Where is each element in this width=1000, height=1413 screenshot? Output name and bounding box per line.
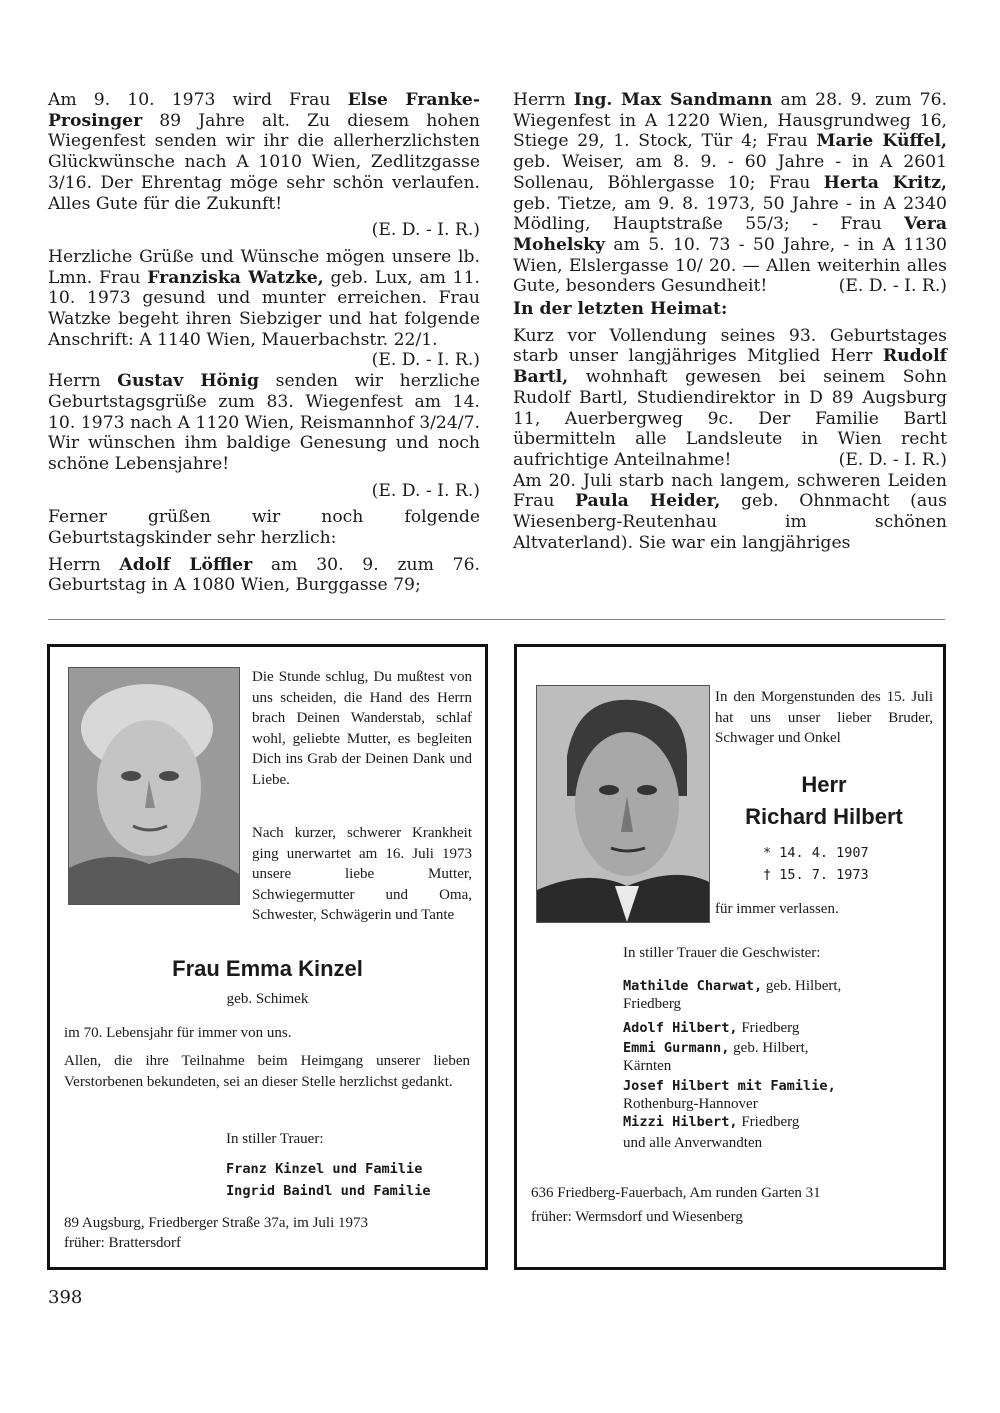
greetings-intro: Ferner grüßen wir noch folgende Geburtstagskinder sehr herzlich: (48, 507, 480, 549)
mourner-family: Ingrid Baindl und Familie (226, 1183, 431, 1199)
person-name: Marie Küffel, (816, 131, 947, 152)
mourner-family: Franz Kinzel und Familie (226, 1161, 423, 1177)
signature: (E. D. - I. R.) (838, 276, 947, 297)
sibling-entry: Mathilde Charwat, geb. Hilbert, Friedberg (623, 978, 842, 1012)
memorial-verse: Die Stunde schlug, Du mußtest von uns scheiden, die Hand des Herrn brach Deinen Wanderstab, schlaf wohl, geliebte Mutter, es begleiten Dich ins Grab der Deinen Dank und Liebe. (252, 669, 472, 788)
portrait-photo-woman (68, 667, 240, 905)
maiden-name: geb. Schimek (226, 991, 309, 1007)
portrait-photo-man (536, 685, 710, 923)
mourning-line: In stiller Trauer die Geschwister: (623, 945, 821, 961)
age-line: im 70. Lebensjahr für immer von uns. (64, 1025, 292, 1041)
former-home: früher: Brattersdorf (64, 1235, 182, 1251)
obituary-note-heider: Am 20. Juli starb nach langem, schweren Leiden Frau Paula Heider, geb. Ohnmacht (aus Wiesenberg-Reutenhau im schönen Altvaterland). Sie war ein langjähriges (513, 470, 947, 553)
right-column (513, 90, 947, 559)
signature: (E. D. - I. R.) (371, 220, 480, 241)
obituary-note-bartl: Kurz vor Vollendung seines 93. Geburtstages starb unser langjähriges Mitglied Herr Rudolf Bartl, wohnhaft gewesen bei seinem Sohn Rudolf Bartl, Studiendirektor in D 89 Augsburg 11, Auerbergweg 9c. Der Familie Bartl übermitteln alle Landsleute in Wien recht aufrichtige Anteilnahme! (E. D. - I. R.) (513, 325, 947, 470)
birthday-note-list: Herrn Ing. Max Sandmann am 28. 9. zum 76. Wiegenfest in A 1220 Wien, Hausgrundweg 16, Stiege 29, 1. Stock, Tür 4; Frau Marie Küffel, geb. Weiser, am 8. 9. - 60 Jahre - in A 2601 Sollenau, Böhlergasse 10; Frau Herta Kritz, geb. Tietze, am 9. 8. 1973, 50 Jahre - in A 2340 Mödling, Hauptstraße 55/3; - Frau Vera Mohelsky am 5. 10. 73 - 50 Jahre, - in A 1130 Wien, Elslergasse 10/ 20. — Allen weiterhin alles Gute, besonders Gesundheit! (E. D. - I. R.) (513, 90, 947, 297)
person-name: Rudolf Bartl, (513, 346, 947, 388)
sibling-entry: Adolf Hilbert, Friedberg (623, 1020, 800, 1036)
left-column (48, 90, 480, 602)
section-heading: In der letzten Heimat: (513, 299, 728, 320)
page-number: 398 (48, 1287, 83, 1308)
obituary-notice-kinzel (47, 644, 488, 1270)
person-name: Else Franke-Prosinger (48, 90, 480, 131)
address-line: 89 Augsburg, Friedberger Straße 37a, im Juli 1973 (64, 1215, 368, 1231)
deceased-name: Richard Hilbert (745, 804, 903, 829)
person-name: Herta Kritz, (823, 172, 947, 193)
birthday-note-hoenig: Herrn Gustav Hönig senden wir herzliche Geburtstagsgrüße zum 83. Wiegenfest am 14. 10. 1973 nach A 1120 Wien, Reismannhof 3/24/7. Wir wünschen ihm baldige Genesung und noch schöne Lebensjahre! (48, 371, 480, 474)
person-name: Paula Heider, (575, 491, 721, 512)
deceased-name: Frau Emma Kinzel (172, 956, 363, 981)
thanks-text: Allen, die ihre Teilnahme beim Heimgang unserer lieben Verstorbenen bekundeten, sei an dieser Stelle herzlichst gedankt. (64, 1053, 470, 1090)
sibling-entry: Mizzi Hilbert, Friedberg (623, 1114, 800, 1130)
relatives-line: und alle Anverwandten (623, 1135, 763, 1151)
left-line: für immer verlassen. (715, 901, 839, 917)
person-name: Adolf Löffler (119, 554, 253, 575)
sibling-entry: Emmi Gurmann, geb. Hilbert, Kärnten (623, 1040, 809, 1074)
title-herr: Herr (801, 772, 847, 797)
person-name: Gustav Hönig (117, 371, 260, 392)
person-name: Ing. Max Sandmann (573, 90, 773, 110)
person-name: Vera Mohelsky (513, 214, 947, 255)
birthday-note-loeffler: Herrn Adolf Löffler am 30. 9. zum 76. Geburtstag in A 1080 Wien, Burggasse 79; (48, 554, 480, 596)
signature: (E. D. - I. R.) (838, 449, 947, 470)
birthday-note-franke: Am 9. 10. 1973 wird Frau Else Franke-Prosinger 89 Jahre alt. Zu diesem hohen Wiegenfest senden wir ihr die allerherzlichsten Glückwünsche nach A 1010 Wien, Zedlitzgasse 3/16. Der Ehrentag möge sehr schön verlaufen. Alles Gute für die Zukunft! (48, 90, 480, 214)
death-announcement: Nach kurzer, schwerer Krankheit ging unerwartet am 16. Juli 1973 unsere liebe Mutter, Schwiegermutter und Oma, Schwester, Schwägerin und Tante (252, 825, 472, 923)
intro-text: In den Morgenstunden des 15. Juli hat uns unser lieber Bruder, Schwager und Onkel (715, 689, 933, 746)
section-divider (48, 619, 945, 620)
mourning-line: In stiller Trauer: (226, 1131, 324, 1147)
signature: (E. D. - I. R.) (371, 350, 480, 371)
death-date: † 15. 7. 1973 (763, 867, 869, 883)
obituary-notice-hilbert (514, 644, 946, 1270)
sibling-entry: Josef Hilbert mit Familie, Rothenburg-Hannover (623, 1078, 836, 1112)
address-line: 636 Friedberg-Fauerbach, Am runden Garten 31 (531, 1185, 821, 1201)
former-home: früher: Wermsdorf und Wiesenberg (531, 1209, 743, 1225)
birthday-note-watzke: Herzliche Grüße und Wünsche mögen unsere lb. Lmn. Frau Franziska Watzke, geb. Lux, am 11. 10. 1973 gesund und munter erreichen. Frau Watzke begeht ihren Siebziger und hat folgende Anschrift: A 1140 Wien, Mauerbachstr. 22/1. (E. D. - I. R.) (48, 246, 480, 371)
person-name: Franziska Watzke, (147, 267, 324, 288)
signature: (E. D. - I. R.) (371, 480, 480, 501)
birth-date: * 14. 4. 1907 (763, 845, 869, 861)
